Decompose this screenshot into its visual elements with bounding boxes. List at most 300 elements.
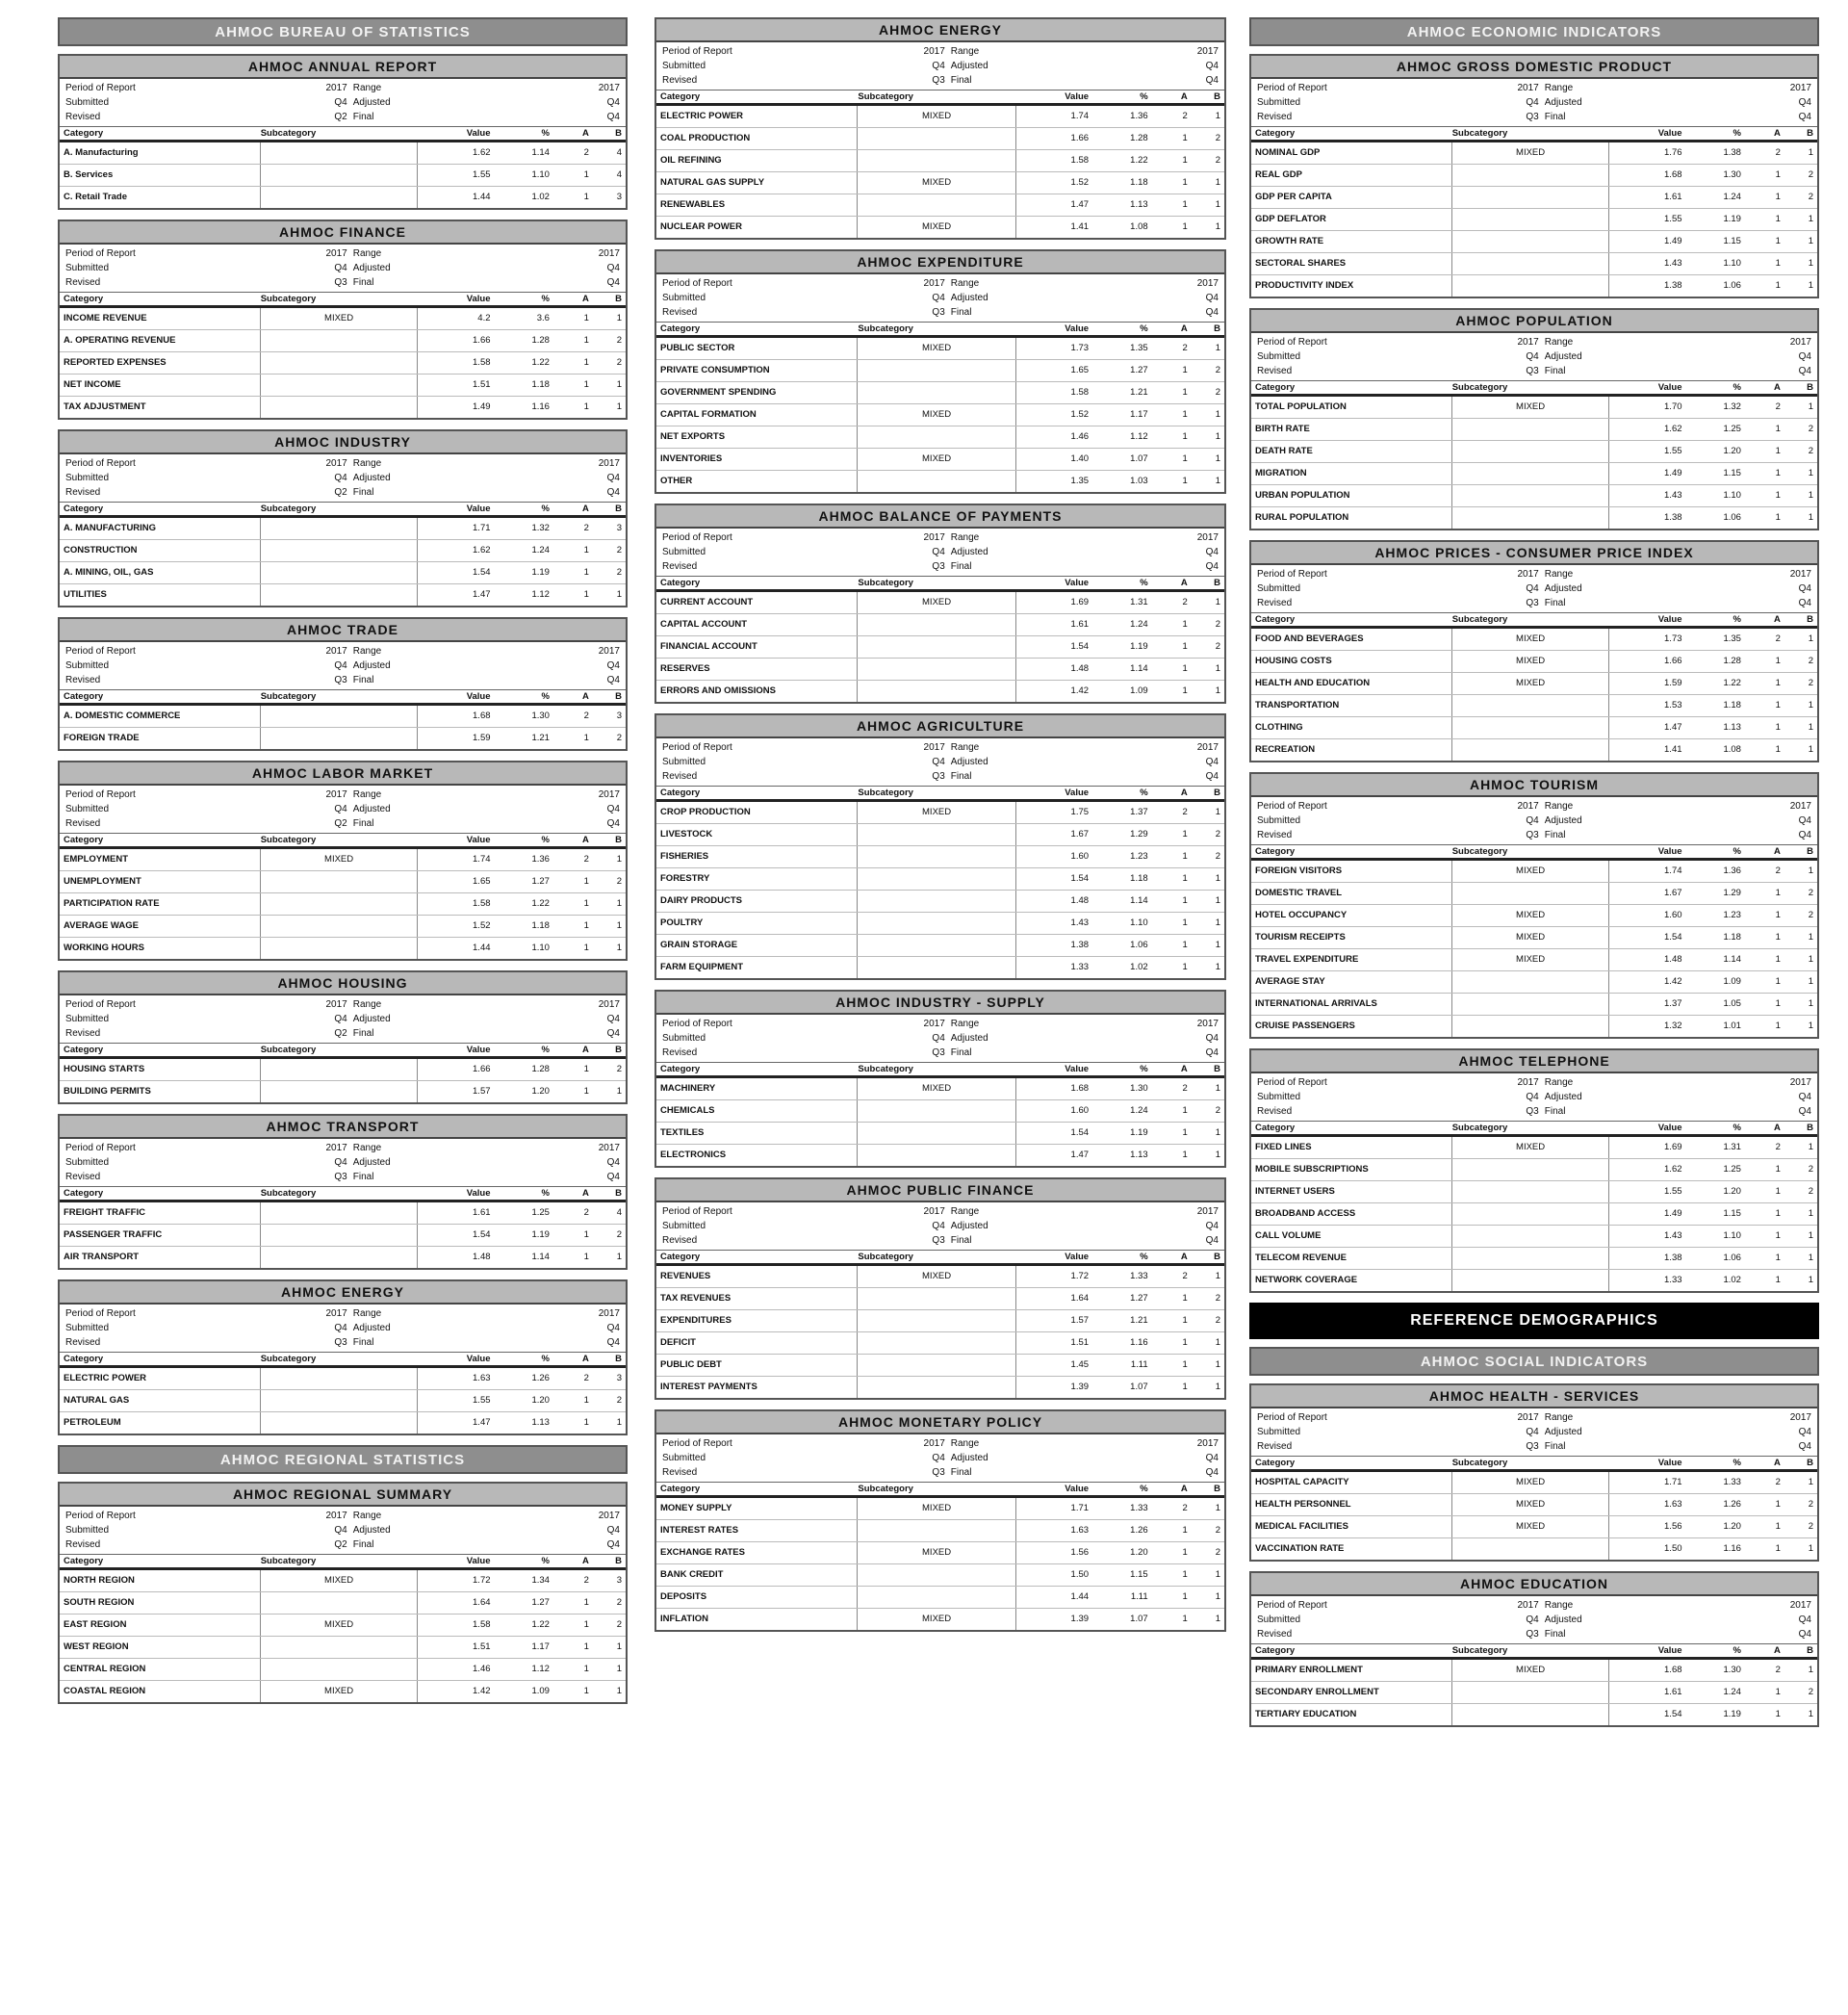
table-cell: HOUSING STARTS <box>64 1059 261 1080</box>
table-cell: EAST REGION <box>64 1615 261 1636</box>
table-cell: GDP PER CAPITA <box>1255 187 1452 208</box>
meta-label: Final <box>1544 366 1566 376</box>
meta-value: 2017 <box>325 646 347 657</box>
table-cell: 1.43 <box>1664 490 1682 501</box>
table-cell: SECONDARY ENROLLMENT <box>1255 1682 1452 1703</box>
table-cell: 1 <box>1775 1186 1781 1197</box>
table-cell <box>261 1637 419 1658</box>
meta-value: 2017 <box>923 1019 945 1029</box>
meta-label: Final <box>1544 830 1566 840</box>
table-cell: 1 <box>1182 1315 1188 1326</box>
table-cell: 1 <box>1775 1164 1781 1175</box>
meta-label: Submitted <box>65 97 110 108</box>
table-cell: 1 <box>1808 1020 1813 1031</box>
table-cell: 1 <box>1775 998 1781 1009</box>
table-cell <box>261 397 419 418</box>
table-cell: 1.47 <box>473 589 491 600</box>
table-cell: FIXED LINES <box>1255 1137 1452 1158</box>
meta-label: Period of Report <box>65 646 136 657</box>
meta-label: Period of Report <box>1257 1600 1327 1611</box>
table-cell: 2 <box>1808 910 1813 920</box>
meta-label: Submitted <box>1257 97 1301 108</box>
report-block <box>58 1482 628 1704</box>
table-header <box>60 689 626 706</box>
table-cell: 2 <box>1215 1525 1220 1536</box>
table-cell <box>858 128 1015 149</box>
table-cell: 1 <box>1182 1591 1188 1602</box>
table-cell: 1.16 <box>531 401 550 412</box>
table-cell: CROP PRODUCTION <box>660 802 858 823</box>
table-cell: 1.30 <box>1723 1665 1741 1675</box>
meta-label: Period of Report <box>65 999 136 1010</box>
column-header: % <box>1140 323 1148 334</box>
meta-value: 2017 <box>1196 46 1219 57</box>
column-header: Subcategory <box>858 323 913 334</box>
table-cell: HOSPITAL CAPACITY <box>1255 1472 1452 1493</box>
meta-value: Q4 <box>932 1033 945 1044</box>
table-cell: 1 <box>1182 453 1188 464</box>
meta-label: Range <box>950 742 980 753</box>
column-header: Category <box>1255 382 1296 393</box>
table-cell: 1.15 <box>1130 1569 1148 1580</box>
meta-label: Revised <box>65 1337 101 1348</box>
column-header: B <box>615 1556 622 1566</box>
table-cell <box>1452 971 1610 993</box>
table-cell: 1 <box>1215 1271 1220 1281</box>
table-cell: 1.22 <box>1723 678 1741 688</box>
table-cell: 1 <box>1182 962 1188 972</box>
column-header: Subcategory <box>1451 128 1508 139</box>
meta-value: Q3 <box>334 1337 347 1348</box>
column-header: Category <box>660 788 701 798</box>
meta-label: Range <box>950 1206 980 1217</box>
table-row <box>656 1377 1224 1398</box>
table-header <box>1251 126 1817 142</box>
table-cell <box>261 1225 419 1246</box>
meta-value: Q3 <box>1526 112 1539 122</box>
meta-value: Q4 <box>932 547 945 557</box>
meta-value: 2017 <box>598 999 620 1010</box>
meta-value: Q4 <box>606 1525 620 1536</box>
meta-value: Q4 <box>606 660 620 671</box>
column-header: Value <box>466 691 491 702</box>
table-cell: 1.02 <box>531 192 550 202</box>
meta-label: Submitted <box>662 293 706 303</box>
table-row <box>656 614 1224 636</box>
table-cell: 1 <box>1215 597 1220 607</box>
table-cell: 1.14 <box>531 1252 550 1262</box>
table-cell: 1.48 <box>473 1252 491 1262</box>
meta-label: Final <box>950 1047 972 1058</box>
meta-label: Final <box>1544 598 1566 608</box>
table-cell: 1.68 <box>1664 169 1682 180</box>
column-header: % <box>541 504 550 514</box>
table-cell: GROWTH RATE <box>1255 231 1452 252</box>
table-row <box>656 404 1224 426</box>
block-meta <box>656 1015 1224 1062</box>
table-cell: C. Retail Trade <box>64 187 261 208</box>
table-row <box>60 849 626 871</box>
table-cell: 2 <box>616 1597 622 1608</box>
column-header: % <box>541 128 550 139</box>
table-cell: 1.51 <box>473 1641 491 1652</box>
table-cell <box>858 1520 1015 1541</box>
table-cell <box>261 1059 419 1080</box>
table-cell: 1.44 <box>1070 1591 1090 1602</box>
meta-value: Q3 <box>932 307 945 318</box>
meta-label: Submitted <box>1257 1092 1301 1102</box>
table-cell: 1 <box>1775 169 1781 180</box>
table-cell <box>858 681 1015 702</box>
table-cell: 1 <box>1775 678 1781 688</box>
table-cell: 1.28 <box>1723 656 1741 666</box>
block-meta <box>60 786 626 833</box>
table-cell: 1 <box>1182 199 1188 210</box>
column-header: B <box>1214 788 1220 798</box>
table-header <box>1251 1643 1817 1660</box>
column-header: A <box>582 1556 589 1566</box>
meta-value: Q4 <box>1526 1092 1539 1102</box>
meta-value: 2017 <box>1789 337 1811 348</box>
column-header: A <box>582 504 589 514</box>
block-title: AHMOC LABOR MARKET <box>60 762 626 786</box>
table-cell: 1.58 <box>473 1619 491 1630</box>
table-header <box>656 90 1224 106</box>
table-cell: 1.18 <box>1130 177 1148 188</box>
table-cell: 1.10 <box>1723 490 1741 501</box>
table-cell: 1.49 <box>1664 468 1682 478</box>
table-header <box>656 786 1224 802</box>
meta-label: Submitted <box>662 757 706 767</box>
table-cell: 1.69 <box>1664 1142 1682 1152</box>
table-row <box>1251 1494 1817 1516</box>
table-cell: 1.22 <box>531 1619 550 1630</box>
block-meta <box>60 454 626 502</box>
column-header: A <box>1774 1458 1781 1468</box>
table-row <box>656 802 1224 824</box>
table-cell: 1 <box>1182 365 1188 375</box>
meta-value: Q4 <box>606 473 620 483</box>
table-cell: 1 <box>1182 895 1188 906</box>
meta-value: 2017 <box>325 1143 347 1153</box>
column-header: B <box>1214 323 1220 334</box>
column-header: B <box>1807 846 1813 857</box>
table-cell: 1 <box>1808 236 1813 246</box>
meta-label: Period of Report <box>65 1511 136 1521</box>
table-cell: 1.06 <box>1723 512 1741 523</box>
table-row <box>1251 1516 1817 1538</box>
table-header <box>656 322 1224 338</box>
meta-value: Q4 <box>1798 815 1811 826</box>
table-row <box>656 868 1224 891</box>
column-header: Subcategory <box>260 1188 317 1199</box>
table-cell <box>1452 883 1610 904</box>
table-cell: 1.61 <box>1664 192 1682 202</box>
table-cell: 1 <box>1215 199 1220 210</box>
column-header: B <box>615 128 622 139</box>
meta-value: 2017 <box>923 1438 945 1449</box>
meta-value: Q4 <box>334 1525 347 1536</box>
table-cell: 1 <box>1775 888 1781 898</box>
table-row <box>656 846 1224 868</box>
meta-label: Revised <box>1257 1629 1293 1640</box>
table-cell: 2 <box>1808 1521 1813 1532</box>
table-row <box>1251 275 1817 297</box>
column-header: Subcategory <box>260 128 317 139</box>
table-cell: 1.54 <box>1070 873 1090 884</box>
table-cell: 1.72 <box>1070 1271 1090 1281</box>
table-cell: 2 <box>616 335 622 346</box>
table-cell <box>261 540 419 561</box>
table-cell: POULTRY <box>660 913 858 934</box>
meta-label: Period of Report <box>65 83 136 93</box>
report-block <box>1249 540 1819 762</box>
table-cell: 1.06 <box>1723 1253 1741 1263</box>
meta-label: Adjusted <box>352 1323 391 1333</box>
meta-label: Revised <box>1257 830 1293 840</box>
table-cell: 1 <box>1775 1275 1781 1285</box>
table-cell: 1.12 <box>531 589 550 600</box>
meta-label: Adjusted <box>1544 1615 1582 1625</box>
table-cell <box>261 375 419 396</box>
table-cell: 1 <box>1808 512 1813 523</box>
table-cell: 1.63 <box>473 1373 491 1383</box>
table-cell <box>1452 419 1610 440</box>
table-cell: 1.60 <box>1070 851 1090 862</box>
table-cell <box>261 871 419 892</box>
table-cell: FISHERIES <box>660 846 858 867</box>
table-cell: 1 <box>583 545 589 555</box>
table-cell: 1.22 <box>531 898 550 909</box>
table-cell: 1.33 <box>1070 962 1090 972</box>
column-header: A <box>1774 382 1781 393</box>
table-cell: 1 <box>1182 685 1188 696</box>
meta-value: Q3 <box>932 1047 945 1058</box>
meta-label: Range <box>1544 1600 1574 1611</box>
column-header: B <box>1807 1123 1813 1133</box>
table-cell: 2 <box>1215 619 1220 630</box>
table-header <box>60 1186 626 1202</box>
column-header: Value <box>1065 91 1090 102</box>
column-header: Subcategory <box>260 1045 317 1055</box>
table-row <box>656 824 1224 846</box>
table-cell: PASSENGER TRAFFIC <box>64 1225 261 1246</box>
table-cell: 1.13 <box>531 1417 550 1428</box>
meta-label: Final <box>352 1172 374 1182</box>
table-cell: 1 <box>1182 476 1188 486</box>
column-header: Category <box>660 1484 701 1494</box>
table-cell: FOREIGN VISITORS <box>1255 861 1452 882</box>
table-row <box>1251 507 1817 529</box>
table-cell: MIXED <box>1452 629 1610 650</box>
table-cell: UTILITIES <box>64 584 261 606</box>
table-cell: 1 <box>1808 633 1813 644</box>
table-cell: 1.70 <box>1664 401 1682 412</box>
table-cell: DAIRY PRODUCTS <box>660 891 858 912</box>
table-cell <box>1452 1538 1610 1560</box>
meta-label: Range <box>1544 569 1574 580</box>
report-block <box>58 617 628 751</box>
table-cell: 2 <box>616 1395 622 1406</box>
table-cell: 2 <box>1215 365 1220 375</box>
column-header: A <box>1774 1123 1781 1133</box>
meta-value: Q4 <box>1205 1467 1219 1478</box>
meta-value: 2017 <box>325 83 347 93</box>
table-cell: 1 <box>1182 829 1188 840</box>
table-cell <box>1452 1159 1610 1180</box>
table-cell: 1.32 <box>531 523 550 533</box>
block-meta <box>60 642 626 689</box>
meta-label: Period of Report <box>662 278 732 289</box>
table-cell <box>858 1587 1015 1608</box>
table-cell: 1 <box>1182 873 1188 884</box>
meta-value: 2017 <box>923 1206 945 1217</box>
table-cell: 1.03 <box>1130 476 1148 486</box>
table-row <box>656 636 1224 659</box>
table-row <box>1251 651 1817 673</box>
table-cell: 3 <box>616 1373 622 1383</box>
column-header: % <box>1732 1645 1741 1656</box>
column-header: Value <box>466 835 491 845</box>
meta-label: Submitted <box>662 1033 706 1044</box>
table-cell: RENEWABLES <box>660 194 858 216</box>
meta-label: Revised <box>65 818 101 829</box>
table-cell: 2 <box>616 545 622 555</box>
table-cell: 1.55 <box>1664 1186 1682 1197</box>
table-cell: 1.19 <box>1723 214 1741 224</box>
table-cell: 1 <box>1215 1359 1220 1370</box>
report-block <box>654 249 1226 494</box>
table-cell: A. MINING, OIL, GAS <box>64 562 261 583</box>
meta-value: 2017 <box>325 999 347 1010</box>
table-cell: 1.35 <box>1723 633 1741 644</box>
table-header <box>656 576 1224 592</box>
column-header: B <box>615 1354 622 1364</box>
table-cell: 1 <box>1808 1142 1813 1152</box>
table-cell: 1 <box>1808 401 1813 412</box>
table-cell: 2 <box>1808 1186 1813 1197</box>
table-cell: 1.55 <box>1664 214 1682 224</box>
table-cell: 1 <box>1215 221 1220 232</box>
table-cell <box>261 187 419 208</box>
meta-label: Submitted <box>65 1323 110 1333</box>
table-cell: B. Services <box>64 165 261 186</box>
table-cell: MIXED <box>1452 949 1610 970</box>
column-header: Subcategory <box>1451 614 1508 625</box>
meta-value: 2017 <box>325 1308 347 1319</box>
table-cell: 1.24 <box>1130 619 1148 630</box>
meta-label: Submitted <box>1257 815 1301 826</box>
meta-label: Final <box>352 1539 374 1550</box>
meta-label: Range <box>352 1308 382 1319</box>
table-cell: 2 <box>1808 656 1813 666</box>
table-cell <box>858 382 1015 403</box>
meta-value: Q3 <box>932 1235 945 1246</box>
table-cell: 2 <box>1215 133 1220 143</box>
meta-label: Revised <box>1257 112 1293 122</box>
report-block <box>58 429 628 607</box>
table-cell: 1 <box>583 876 589 887</box>
meta-value: Q4 <box>334 263 347 273</box>
table-cell <box>1452 1682 1610 1703</box>
meta-value: Q4 <box>334 1157 347 1168</box>
column-header: Category <box>64 128 104 139</box>
column-header: A <box>1774 846 1781 857</box>
meta-value: Q4 <box>1798 1092 1811 1102</box>
table-cell: 1 <box>583 313 589 323</box>
table-cell: 1.62 <box>1664 424 1682 434</box>
table-cell: EXPENDITURES <box>660 1310 858 1331</box>
table-cell: 1.42 <box>1070 685 1090 696</box>
meta-value: 2017 <box>923 532 945 543</box>
table-header <box>60 833 626 849</box>
table-cell: 1.14 <box>1723 954 1741 965</box>
table-cell: 2 <box>1182 597 1188 607</box>
table-cell <box>1452 441 1610 462</box>
report-block <box>654 504 1226 704</box>
table-cell: 1 <box>583 1619 589 1630</box>
table-cell: 1 <box>1182 851 1188 862</box>
table-cell: 1.38 <box>1723 147 1741 158</box>
table-row <box>1251 209 1817 231</box>
column-header: A <box>1180 1484 1188 1494</box>
meta-value: Q4 <box>1526 1615 1539 1625</box>
meta-value: 2017 <box>325 458 347 469</box>
table-cell: 1 <box>1808 976 1813 987</box>
block-title: AHMOC INDUSTRY <box>60 431 626 454</box>
table-cell: 1 <box>583 1395 589 1406</box>
table-cell: TRAVEL EXPENDITURE <box>1255 949 1452 970</box>
table-cell: 1 <box>1182 641 1188 652</box>
table-row <box>60 1081 626 1102</box>
block-meta <box>60 995 626 1043</box>
meta-label: Range <box>352 646 382 657</box>
table-cell: AIR TRANSPORT <box>64 1247 261 1268</box>
column-header: Value <box>466 1188 491 1199</box>
table-cell: 1.66 <box>1664 656 1682 666</box>
column-header: Value <box>1657 382 1682 393</box>
table-cell: 1.08 <box>1130 221 1148 232</box>
table-cell <box>261 1247 419 1268</box>
block-meta <box>1251 1073 1817 1121</box>
table-cell <box>1452 1226 1610 1247</box>
table-cell: ELECTRIC POWER <box>660 106 858 127</box>
table-cell: MIXED <box>1452 397 1610 418</box>
table-cell: ELECTRONICS <box>660 1145 858 1166</box>
meta-label: Range <box>352 1511 382 1521</box>
table-cell: A. MANUFACTURING <box>64 518 261 539</box>
column-header: Category <box>1255 614 1296 625</box>
block-title: AHMOC TOURISM <box>1251 774 1817 797</box>
table-cell: 1.20 <box>531 1086 550 1097</box>
meta-value: 2017 <box>1196 1206 1219 1217</box>
table-cell: 1 <box>1775 1709 1781 1719</box>
table-cell: 1 <box>1215 962 1220 972</box>
column-header: % <box>541 294 550 304</box>
table-cell: 2 <box>1808 888 1813 898</box>
table-cell: 1 <box>1215 343 1220 353</box>
table-cell: 1.02 <box>1723 1275 1741 1285</box>
column-header: Value <box>1065 788 1090 798</box>
table-row <box>60 165 626 187</box>
block-meta <box>1251 797 1817 844</box>
meta-value: Q4 <box>1798 112 1811 122</box>
meta-label: Submitted <box>662 547 706 557</box>
column-header: Value <box>1065 323 1090 334</box>
table-cell: 1.23 <box>1130 851 1148 862</box>
table-cell: 1.26 <box>1130 1525 1148 1536</box>
table-cell: 1.13 <box>1723 722 1741 733</box>
